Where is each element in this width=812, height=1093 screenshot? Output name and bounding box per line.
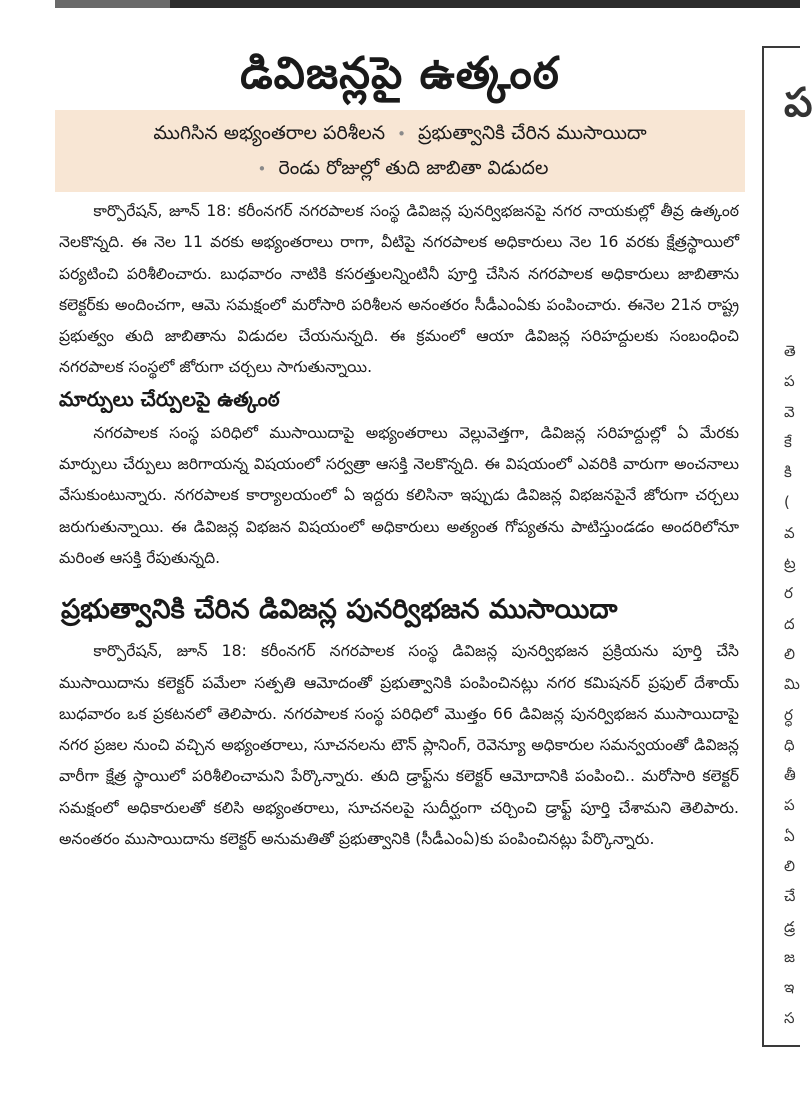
subheadline-box [55,110,745,192]
side-column-border-top [762,46,800,48]
article-paragraph-1: కార్పొరేషన్‌, జూన్‌ 18: కరీంనగర్‌ నగరపాలక సంస్థ డివిజన్ల పునర్విభజనపై నగర నాయకుల్లో తీవ్ర ఉత్కంఠ నెలకొన్నది. ఈ నెల 11 వరకు అభ్యంతరాలు రాగా, వీటిపై నగరపాలక అధికారులు నెల 16 వరకు క్షేత్రస్థాయిలో పర్యటించి పరిశీలించారు. బుధవారం నాటికి కసరత్తులన్నింటినీ పూర్తి చేసిన నగరపాలక అధికారులు జాబితాను కలెక్టర్‌కు అందించగా, ఆమె సమక్షంలో మరోసారి పరిశీలన అనంతరం సీడీఎంఏకు పంపించారు. ఈనెల 21న రాష్ట్ర ప్రభుత్వం తుది జాబితాను విడుదల చేయనున్నది. ఈ క్రమంలో ఆయా డివిజన్ల సరిహద్దులకు సంబంధించి నగరపాలక సంస్థలో జోరుగా చర్చలు సాగుతున్నాయి. [59,202,739,377]
bullet-icon: • [397,125,406,143]
subheadline-line-1 [65,116,735,151]
top-rule-segment [55,0,170,8]
second-article-paragraph: కార్పొరేషన్‌, జూన్‌ 18: కరీంనగర్‌ నగరపాలక సంస్థ డివిజన్ల పునర్విభజన ప్రక్రియను పూర్తి చేసి ముసాయిదాను కలెక్టర్‌ పమేలా సత్పతి ఆమోదంతో ప్రభుత్వానికి పంపించినట్లు నగర కమిషనర్‌ ప్రఫుల్‌ దేశాయ్‌ బుధవారం ఒక ప్రకటనలో తెలిపారు. నగరపాలక సంస్థ పరిధిలో మొత్తం 66 డివిజన్ల పునర్విభజన ముసాయిదాపై నగర ప్రజల నుంచి వచ్చిన అభ్యంతరాలు, సూచనలను టౌన్‌ ప్లానింగ్‌, రెవెన్యూ అధికారుల సమన్వయంతో డివిజన్ల వారీగా క్షేత్ర స్థాయిలో పరిశీలించామని పేర్కొన్నారు. తుది డ్రాఫ్ట్‌ను కలెక్టర్‌ ఆమోదానికి పంపించి.. మరోసారి కలెక్టర్‌ సమక్షంలో అధికారులతో కలిసి అభ్యంతరాలు, సూచనలపై సుదీర్ఘంగా చర్చించి డ్రాఫ్ట్‌ పూర్తి చేశామని తెలిపారు. అనంతరం ముసాయిదాను కలెక్టర్‌ అనుమతితో ప్రభుత్వానికి (సీడీఎంఏ)కు పంపించినట్లు పేర్కొన్నారు. [59,642,739,849]
side-column-border-bottom [762,1045,800,1047]
side-column-text-fragment: తె ప వె కే కి ( వ ట్ర ర ద లి మి ర్ధ ధి తీ ప ఏ లి చే డ్ర జ ఇ స [784,342,800,1027]
article-body-2 [59,418,739,574]
side-column-headline-fragment: ప [784,80,812,126]
bullet-icon: • [257,160,267,178]
subheadline-1: ముగిసిన అభ్యంతరాల పరిశీలన [153,122,386,144]
subheadline-line-2 [65,151,735,186]
article-paragraph-2: నగరపాలక సంస్థ పరిధిలో ముసాయిదాపై అభ్యంతరాలు వెల్లువెత్తగా, డివిజన్ల సరిహద్దుల్లో ఏ మేరకు మార్పులు చేర్పులు జరిగాయన్న విషయంలో సర్వత్రా ఆసక్తి నెలకొన్నది. ఈ విషయంలో ఎవరికి వారుగా అంచనాలు వేసుకుంటున్నారు. నగరపాలక కార్యాలయంలో ఏ ఇద్దరు కలిసినా ఇప్పుడు డివిజన్ల విభజనపైనే జోరుగా చర్చలు జరుగుతున్నాయి. ఈ డివిజన్ల విభజన విషయంలో అధికారులు అత్యంత గోప్యతను పాటిస్తుండడం అందరిలోనూ మరింత ఆసక్తి రేపుతున్నది. [59,423,739,567]
subheadline-3: రెండు రోజుల్లో తుది జాబితా విడుదల [278,157,549,179]
article-body [59,196,739,384]
second-article-headline: ప్రభుత్వానికి చేరిన డివిజన్ల పునర్విభజన ముసాయిదా [61,594,618,626]
section-subheading: మార్పులు చేర్పులపై ఉత్కంఠ [59,386,280,411]
main-article-column [55,28,745,855]
subheadline-2: ప్రభుత్వానికి చేరిన ముసాయిదా [418,122,647,144]
side-column-border [762,46,764,1046]
second-article-body [59,636,739,855]
article-headline: డివిజన్లపై ఉత్కంఠ [240,48,560,99]
